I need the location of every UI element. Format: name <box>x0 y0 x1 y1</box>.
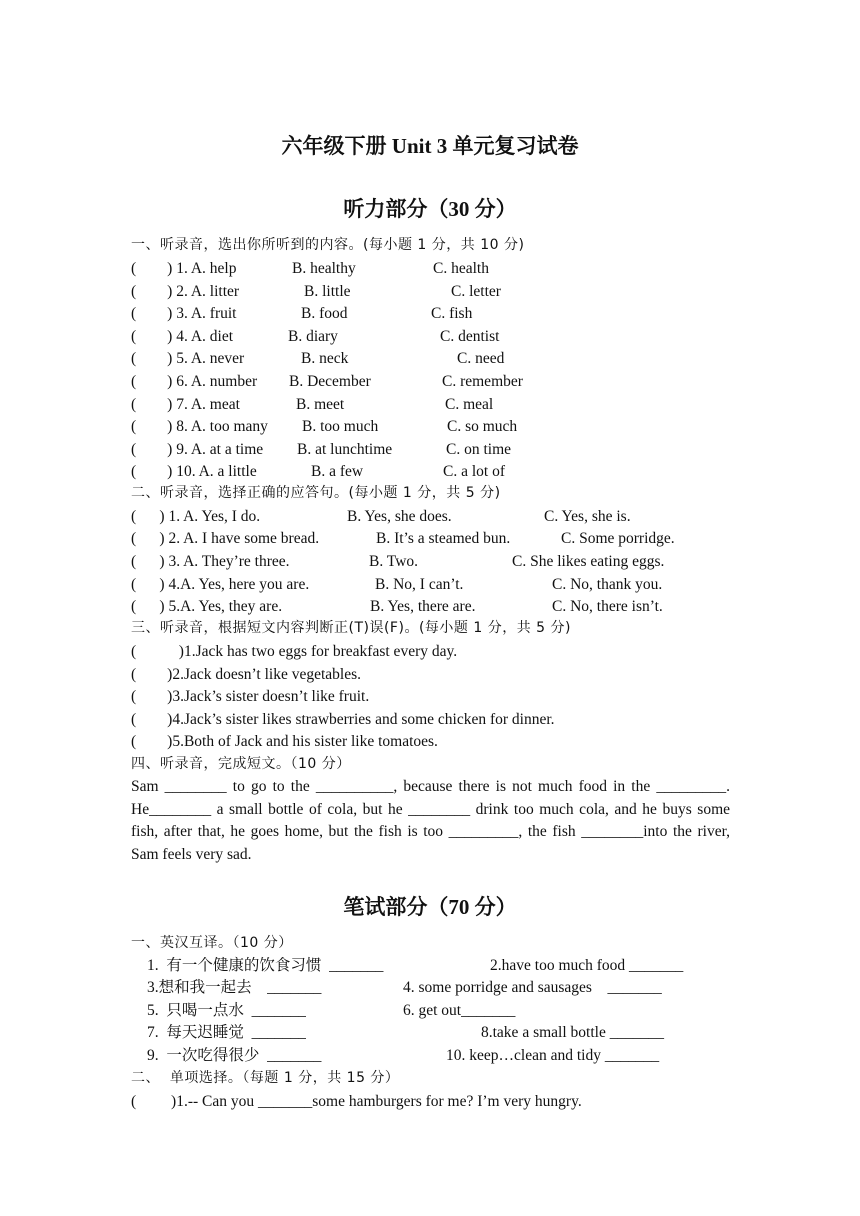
list-item: 1. 有一个健康的饮食习惯 _______ <box>147 957 384 974</box>
question-choice-c: C. so much <box>447 418 518 435</box>
question-choice-a: ( ) 4.A. Yes, here you are. <box>131 576 310 593</box>
question-choice-a: ( ) 2. A. I have some bread. <box>131 530 320 547</box>
page-title: 六年级下册 Unit 3 单元复习试卷 <box>281 134 579 158</box>
question-choice-c: C. on time <box>446 441 512 458</box>
question-choice-b: B. December <box>289 373 371 390</box>
question-choice-b: B. a few <box>311 463 364 480</box>
list-item <box>131 462 505 482</box>
question-choice-c: C. letter <box>451 283 501 300</box>
list-item: 4. some porridge and sausages _______ <box>403 979 662 996</box>
list-item: 6. get out_______ <box>403 1002 516 1019</box>
list-item: ( )1.Jack has two eggs for breakfast every day. <box>131 643 458 660</box>
list-item <box>131 259 489 279</box>
question-choice-b: B. No, I can’t. <box>375 576 464 593</box>
question-choice-b: B. little <box>304 283 351 300</box>
question-choice-c: C. Some porridge. <box>561 530 675 547</box>
question-choice-c: C. fish <box>431 305 473 322</box>
list-item <box>131 552 665 572</box>
question-choice-b: B. too much <box>302 418 379 435</box>
writing-part-title: 笔试部分（70 分） <box>343 895 517 919</box>
list-item: ( )1.-- Can you _______some hamburgers for me? I’m very hungry. <box>131 1093 582 1110</box>
listening-section-2-header: 二、听录音，选择正确的应答句。(每小题 1 分，共 5 分) <box>131 485 501 501</box>
question-choice-a: ( ) 6. A. number <box>131 373 258 390</box>
question-choice-c: C. health <box>433 260 489 277</box>
question-choice-c: C. need <box>457 350 505 367</box>
question-choice-c: C. Yes, she is. <box>544 508 631 525</box>
question-choice-c: C. a lot of <box>443 463 505 480</box>
question-choice-a: ( ) 1. A. Yes, I do. <box>131 508 261 525</box>
question-choice-a: ( ) 3. A. fruit <box>131 305 237 322</box>
list-item <box>131 349 505 369</box>
question-choice-b: B. Yes, there are. <box>370 598 476 615</box>
question-choice-b: B. meet <box>296 396 345 413</box>
question-choice-c: C. She likes eating eggs. <box>512 553 665 570</box>
list-item <box>131 304 473 324</box>
list-item <box>131 327 500 347</box>
question-choice-b: B. Two. <box>369 553 419 570</box>
listening-section-3-header: 三、听录音，根据短文内容判断正(T)误(F)。(每小题 1 分，共 5 分) <box>131 620 571 636</box>
question-choice-a: ( ) 3. A. They’re three. <box>131 553 290 570</box>
list-item: 2.have too much food _______ <box>490 957 684 974</box>
question-choice-a: ( ) 4. A. diet <box>131 328 234 345</box>
list-item <box>131 282 501 302</box>
listening-section-4-header: 四、听录音，完成短文。（10 分） <box>131 756 351 772</box>
list-item <box>131 575 663 595</box>
list-item: 3.想和我一起去 _______ <box>147 979 322 996</box>
list-item: 9. 一次吃得很少 _______ <box>147 1047 322 1064</box>
question-choice-c: C. No, there isn’t. <box>552 598 663 615</box>
list-item <box>131 417 518 437</box>
list-item <box>131 440 512 460</box>
list-item: ( )3.Jack’s sister doesn’t like fruit. <box>131 688 370 705</box>
question-choice-a: ( ) 5. A. never <box>131 350 245 367</box>
question-choice-b: B. It’s a steamed bun. <box>376 530 511 547</box>
listening-section-1-header: 一、听录音，选出你所听到的内容。(每小题 1 分，共 10 分) <box>131 237 525 253</box>
list-item: 5. 只喝一点水 _______ <box>147 1002 306 1019</box>
list-item: 10. keep…clean and tidy _______ <box>446 1047 660 1064</box>
list-item <box>131 372 523 392</box>
question-choice-c: C. No, thank you. <box>552 576 663 593</box>
question-choice-a: ( ) 8. A. too many <box>131 418 268 435</box>
question-choice-c: C. meal <box>445 396 494 413</box>
question-choice-a: ( ) 9. A. at a time <box>131 441 264 458</box>
writing-section-1-header: 一、英汉互译。（10 分） <box>131 935 293 951</box>
question-choice-b: B. diary <box>288 328 338 345</box>
question-choice-b: B. neck <box>301 350 349 367</box>
question-choice-c: C. dentist <box>440 328 500 345</box>
writing-section-2-header: 二、 单项选择。（每题 1 分，共 15 分） <box>131 1070 400 1086</box>
question-choice-a: ( ) 10. A. a little <box>131 463 257 480</box>
question-choice-c: C. remember <box>442 373 523 390</box>
list-item: ( )5.Both of Jack and his sister like tomatoes. <box>131 733 438 750</box>
question-choice-b: B. healthy <box>292 260 356 277</box>
question-choice-b: B. food <box>301 305 348 322</box>
list-item: ( )4.Jack’s sister likes strawberries and some chicken for dinner. <box>131 711 555 728</box>
question-choice-a: ( ) 5.A. Yes, they are. <box>131 598 283 615</box>
list-item <box>131 529 675 549</box>
list-item: 7. 每天迟睡觉 _______ <box>147 1024 306 1041</box>
question-choice-b: B. at lunchtime <box>297 441 393 458</box>
list-item <box>131 597 663 617</box>
question-choice-a: ( ) 1. A. help <box>131 260 237 277</box>
question-choice-a: ( ) 7. A. meat <box>131 396 240 413</box>
list-item <box>131 395 494 415</box>
question-choice-a: ( ) 2. A. litter <box>131 283 240 300</box>
listening-part-title: 听力部分（30 分） <box>343 197 517 221</box>
cloze-passage: Sam ________ to go to the __________, because there is not much food in the _________. He________ a small bottle of cola, but he ________ drink too much cola, and he buys some fish, after that, he goes home, but the fish is too _________, the fish ________into the river, Sam feels very sad. <box>131 778 730 863</box>
list-item: ( )2.Jack doesn’t like vegetables. <box>131 666 361 683</box>
question-choice-b: B. Yes, she does. <box>347 508 452 525</box>
list-item <box>131 507 631 527</box>
list-item: 8.take a small bottle _______ <box>481 1024 664 1041</box>
